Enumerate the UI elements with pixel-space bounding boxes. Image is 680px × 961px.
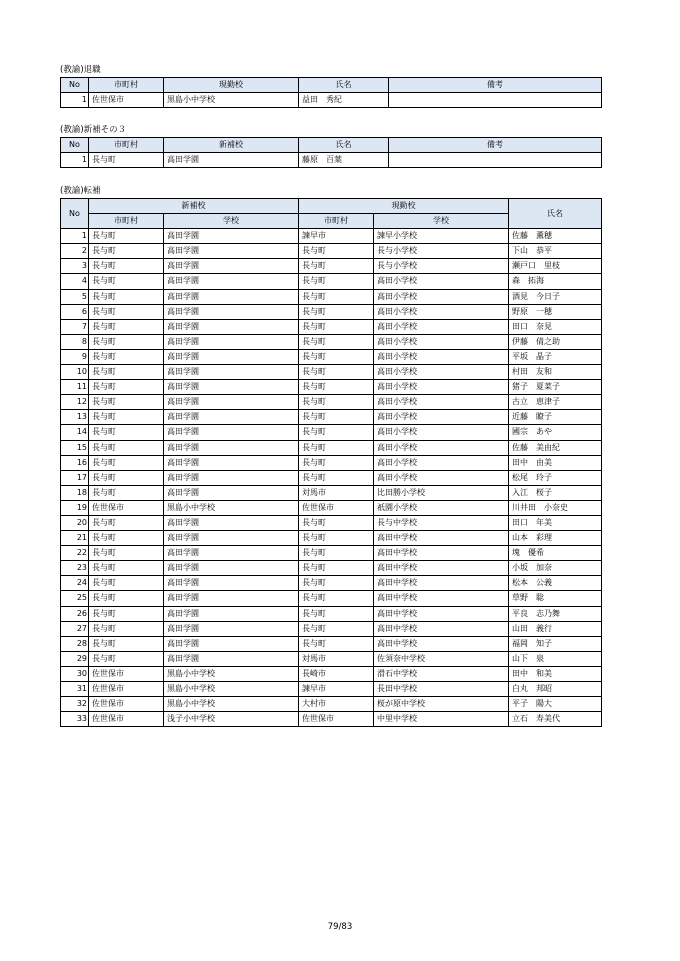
row-new-school: 高田学園 [164,365,299,380]
col-current-school: 現勤校 [164,78,299,93]
row-current-school: 高田中学校 [374,606,509,621]
row-name: 田口 奈見 [509,319,602,334]
table-row [61,606,602,621]
row-name: 山田 義行 [509,621,602,636]
row-current-school: 高田中学校 [374,561,509,576]
row-no: 7 [61,319,89,334]
row-new-school: 浅子小中学校 [164,712,299,727]
col-city: 市町村 [89,138,164,153]
row-current-city: 長与町 [299,425,374,440]
row-current-school: 高田小学校 [374,410,509,425]
row-no: 27 [61,621,89,636]
table-row [61,395,602,410]
col-note: 備考 [389,138,602,153]
row-current-school: 高田中学校 [374,591,509,606]
row-current-school: 滑石中学校 [374,666,509,681]
row-new-school: 高田学園 [164,455,299,470]
row-current-school: 長与小学校 [374,244,509,259]
row-current-school: 高田小学校 [374,304,509,319]
table-row [61,304,602,319]
row-new-city: 長与町 [89,365,164,380]
row-current-city: 長与町 [299,289,374,304]
row-school: 高田学園 [164,153,299,168]
row-current-city: 長与町 [299,244,374,259]
row-new-city: 長与町 [89,531,164,546]
row-note [389,153,602,168]
row-new-school: 高田学園 [164,470,299,485]
row-current-city: 長与町 [299,380,374,395]
row-name: 野原 一穂 [509,304,602,319]
table-row [61,425,602,440]
row-new-city: 長与町 [89,395,164,410]
row-new-school: 高田学園 [164,319,299,334]
row-current-city: 長与町 [299,440,374,455]
row-current-city: 長与町 [299,349,374,364]
row-no: 33 [61,712,89,727]
row-name: 田中 由美 [509,455,602,470]
row-no: 26 [61,606,89,621]
row-no: 5 [61,289,89,304]
col-group-current-school: 現勤校 [299,199,509,214]
row-new-city: 長与町 [89,515,164,530]
row-current-city: 佐世保市 [299,500,374,515]
row-new-school: 高田学園 [164,531,299,546]
row-current-school: 高田小学校 [374,380,509,395]
row-current-school: 比田勝小学校 [374,485,509,500]
row-no: 28 [61,636,89,651]
table-row [61,259,602,274]
row-name: 伊藤 倩之助 [509,334,602,349]
row-no: 16 [61,455,89,470]
row-new-city: 長与町 [89,410,164,425]
row-current-city: 長与町 [299,334,374,349]
row-current-school: 高田小学校 [374,365,509,380]
row-name: 福岡 知子 [509,636,602,651]
row-new-city: 長与町 [89,591,164,606]
row-name: 猪子 夏菜子 [509,380,602,395]
table-row [61,410,602,425]
row-new-school: 黒島小中学校 [164,500,299,515]
col-new-city: 市町村 [89,214,164,229]
row-new-school: 高田学園 [164,561,299,576]
row-current-city: 長与町 [299,470,374,485]
row-current-city: 大村市 [299,697,374,712]
row-no: 9 [61,349,89,364]
section-title-transfer: (教諭)転補 [60,186,101,196]
row-current-school: 高田小学校 [374,289,509,304]
table-row [61,93,602,108]
row-current-school: 高田小学校 [374,274,509,289]
row-note [389,93,602,108]
retire-table [60,77,602,108]
row-name: 瀬戸口 里枝 [509,259,602,274]
row-new-city: 長与町 [89,485,164,500]
row-current-city: 長崎市 [299,666,374,681]
row-current-city: 長与町 [299,274,374,289]
table-row [61,229,602,244]
row-new-city: 佐世保市 [89,682,164,697]
row-current-school: 高田小学校 [374,425,509,440]
table-row [61,561,602,576]
table-row [61,334,602,349]
row-new-school: 高田学園 [164,636,299,651]
col-group-new-school: 新補校 [89,199,299,214]
row-current-school: 諫早小学校 [374,229,509,244]
col-no: No [61,199,89,229]
row-new-city: 長与町 [89,380,164,395]
row-current-city: 諫早市 [299,229,374,244]
row-current-city: 長与町 [299,576,374,591]
row-new-city: 長与町 [89,576,164,591]
row-new-school: 高田学園 [164,425,299,440]
row-name: 近藤 瞭子 [509,410,602,425]
row-new-city: 長与町 [89,259,164,274]
row-new-city: 佐世保市 [89,712,164,727]
table-row [61,455,602,470]
row-no: 1 [61,93,89,108]
row-new-city: 長与町 [89,274,164,289]
row-current-city: 長与町 [299,606,374,621]
row-current-city: 長与町 [299,591,374,606]
col-city: 市町村 [89,78,164,93]
row-no: 6 [61,304,89,319]
row-current-school: 高田小学校 [374,470,509,485]
table-header-row [61,199,602,214]
row-no: 8 [61,334,89,349]
table-row [61,621,602,636]
row-new-school: 高田学園 [164,546,299,561]
row-no: 25 [61,591,89,606]
row-current-school: 長田中学校 [374,682,509,697]
row-new-city: 長与町 [89,244,164,259]
row-new-school: 高田学園 [164,349,299,364]
page-number: 79/83 [327,922,353,932]
row-no: 10 [61,365,89,380]
section-title-retire: (教諭)退職 [60,65,101,75]
row-no: 32 [61,697,89,712]
row-current-school: 桜が原中学校 [374,697,509,712]
row-current-school: 佐須奈中学校 [374,651,509,666]
row-new-school: 高田学園 [164,651,299,666]
row-current-school: 高田中学校 [374,636,509,651]
row-name: 森 拓海 [509,274,602,289]
row-new-school: 高田学園 [164,289,299,304]
table-row [61,591,602,606]
row-current-city: 長与町 [299,304,374,319]
row-current-school: 高田小学校 [374,395,509,410]
row-new-city: 長与町 [89,561,164,576]
row-new-city: 佐世保市 [89,697,164,712]
row-current-school: 高田中学校 [374,531,509,546]
row-current-school: 高田小学校 [374,455,509,470]
row-new-city: 長与町 [89,289,164,304]
row-current-city: 長与町 [299,455,374,470]
row-new-city: 佐世保市 [89,666,164,681]
row-no: 29 [61,651,89,666]
row-no: 19 [61,500,89,515]
row-current-city: 対馬市 [299,651,374,666]
table-row [61,500,602,515]
row-no: 21 [61,531,89,546]
row-new-city: 長与町 [89,349,164,364]
row-no: 12 [61,395,89,410]
table-row [61,712,602,727]
row-name: 立石 寿美代 [509,712,602,727]
col-name: 氏名 [299,138,389,153]
row-new-school: 高田学園 [164,380,299,395]
row-current-school: 高田小学校 [374,319,509,334]
row-no: 18 [61,485,89,500]
col-no: No [61,78,89,93]
table-row [61,697,602,712]
row-current-city: 長与町 [299,531,374,546]
row-new-school: 高田学園 [164,410,299,425]
row-no: 14 [61,425,89,440]
row-new-city: 長与町 [89,651,164,666]
row-name: 田口 年美 [509,515,602,530]
row-no: 23 [61,561,89,576]
transfer-table [60,198,602,727]
row-new-school: 高田学園 [164,259,299,274]
row-school: 黒島小中学校 [164,93,299,108]
row-new-school: 高田学園 [164,606,299,621]
row-name: 佐藤 薫穂 [509,229,602,244]
row-current-school: 高田小学校 [374,334,509,349]
row-name: 草野 聡 [509,591,602,606]
row-current-city: 長与町 [299,621,374,636]
table-row [61,289,602,304]
row-no: 11 [61,380,89,395]
row-current-city: 長与町 [299,365,374,380]
row-new-school: 高田学園 [164,395,299,410]
table-row [61,576,602,591]
row-no: 3 [61,259,89,274]
row-new-city: 長与町 [89,229,164,244]
row-name: 平坂 晶子 [509,349,602,364]
row-current-city: 長与町 [299,410,374,425]
col-name: 氏名 [509,199,602,229]
row-name: 田中 和美 [509,666,602,681]
row-new-city: 長与町 [89,425,164,440]
table-row [61,440,602,455]
row-current-city: 長与町 [299,259,374,274]
col-current-school: 学校 [374,214,509,229]
row-new-school: 高田学園 [164,440,299,455]
row-new-school: 高田学園 [164,621,299,636]
row-name: 藤原 百葉 [299,153,389,168]
table-row [61,244,602,259]
row-name: 山本 彩理 [509,531,602,546]
row-new-city: 長与町 [89,319,164,334]
row-no: 22 [61,546,89,561]
row-no: 30 [61,666,89,681]
row-name: 入江 桜子 [509,485,602,500]
table-row [61,515,602,530]
table-row [61,682,602,697]
row-new-city: 長与町 [89,606,164,621]
row-name: 佐藤 美由紀 [509,440,602,455]
table-row [61,365,602,380]
row-new-school: 高田学園 [164,304,299,319]
table-row [61,470,602,485]
row-new-city: 長与町 [89,304,164,319]
table-row [61,153,602,168]
table-header-row [61,78,602,93]
table-row [61,636,602,651]
row-name: 村田 友和 [509,365,602,380]
col-no: No [61,138,89,153]
row-current-city: 佐世保市 [299,712,374,727]
col-new-school: 学校 [164,214,299,229]
row-new-city: 長与町 [89,621,164,636]
row-current-school: 高田小学校 [374,440,509,455]
col-note: 備考 [389,78,602,93]
row-new-school: 高田学園 [164,515,299,530]
row-current-school: 長与中学校 [374,515,509,530]
row-name: 山下 泉 [509,651,602,666]
row-no: 17 [61,470,89,485]
row-new-school: 高田学園 [164,485,299,500]
row-name: 酒見 今日子 [509,289,602,304]
row-name: 松本 公義 [509,576,602,591]
table-row [61,274,602,289]
row-new-city: 長与町 [89,546,164,561]
row-current-city: 長与町 [299,319,374,334]
row-current-school: 長与小学校 [374,259,509,274]
row-new-school: 高田学園 [164,244,299,259]
row-name: 松尾 玲子 [509,470,602,485]
table-row [61,531,602,546]
row-name: 平良 志乃舞 [509,606,602,621]
table-row [61,666,602,681]
row-name: 國宗 あや [509,425,602,440]
row-new-city: 長与町 [89,455,164,470]
row-new-school: 高田学園 [164,591,299,606]
table-row [61,485,602,500]
row-current-city: 長与町 [299,515,374,530]
row-name: 小坂 加奈 [509,561,602,576]
table-row [61,349,602,364]
col-new-school: 新補校 [164,138,299,153]
row-current-school: 高田小学校 [374,349,509,364]
row-new-school: 高田学園 [164,334,299,349]
row-current-school: 高田中学校 [374,621,509,636]
row-current-city: 諫早市 [299,682,374,697]
row-current-city: 長与町 [299,561,374,576]
row-current-city: 長与町 [299,546,374,561]
row-new-school: 高田学園 [164,576,299,591]
row-name: 平子 陽大 [509,697,602,712]
row-no: 1 [61,153,89,168]
row-no: 15 [61,440,89,455]
table-row [61,546,602,561]
row-name: 下山 恭平 [509,244,602,259]
row-new-city: 長与町 [89,440,164,455]
row-no: 4 [61,274,89,289]
section-title-newfill: (教諭)新補その３ [60,125,127,135]
row-city: 長与町 [89,153,164,168]
row-new-city: 長与町 [89,636,164,651]
row-current-school: 高田中学校 [374,546,509,561]
row-current-city: 長与町 [299,395,374,410]
row-city: 佐世保市 [89,93,164,108]
row-no: 31 [61,682,89,697]
table-row [61,319,602,334]
row-new-school: 黒島小中学校 [164,666,299,681]
table-row [61,380,602,395]
row-no: 2 [61,244,89,259]
col-name: 氏名 [299,78,389,93]
row-name: 益田 秀紀 [299,93,389,108]
row-new-city: 長与町 [89,334,164,349]
row-no: 24 [61,576,89,591]
row-name: 川井田 小奈史 [509,500,602,515]
row-no: 1 [61,229,89,244]
table-row [61,651,602,666]
row-new-school: 黒島小中学校 [164,697,299,712]
row-name: 古立 恵津子 [509,395,602,410]
table-header-row [61,138,602,153]
row-name: 塊 優希 [509,546,602,561]
row-new-school: 黒島小中学校 [164,682,299,697]
row-current-school: 高田中学校 [374,576,509,591]
row-current-school: 祇園小学校 [374,500,509,515]
row-current-school: 中里中学校 [374,712,509,727]
col-current-city: 市町村 [299,214,374,229]
row-new-school: 高田学園 [164,229,299,244]
row-no: 13 [61,410,89,425]
row-name: 白丸 邦昭 [509,682,602,697]
row-no: 20 [61,515,89,530]
row-new-city: 佐世保市 [89,500,164,515]
newfill-table [60,137,602,168]
row-new-school: 高田学園 [164,274,299,289]
row-current-city: 対馬市 [299,485,374,500]
row-new-city: 長与町 [89,470,164,485]
row-current-city: 長与町 [299,636,374,651]
